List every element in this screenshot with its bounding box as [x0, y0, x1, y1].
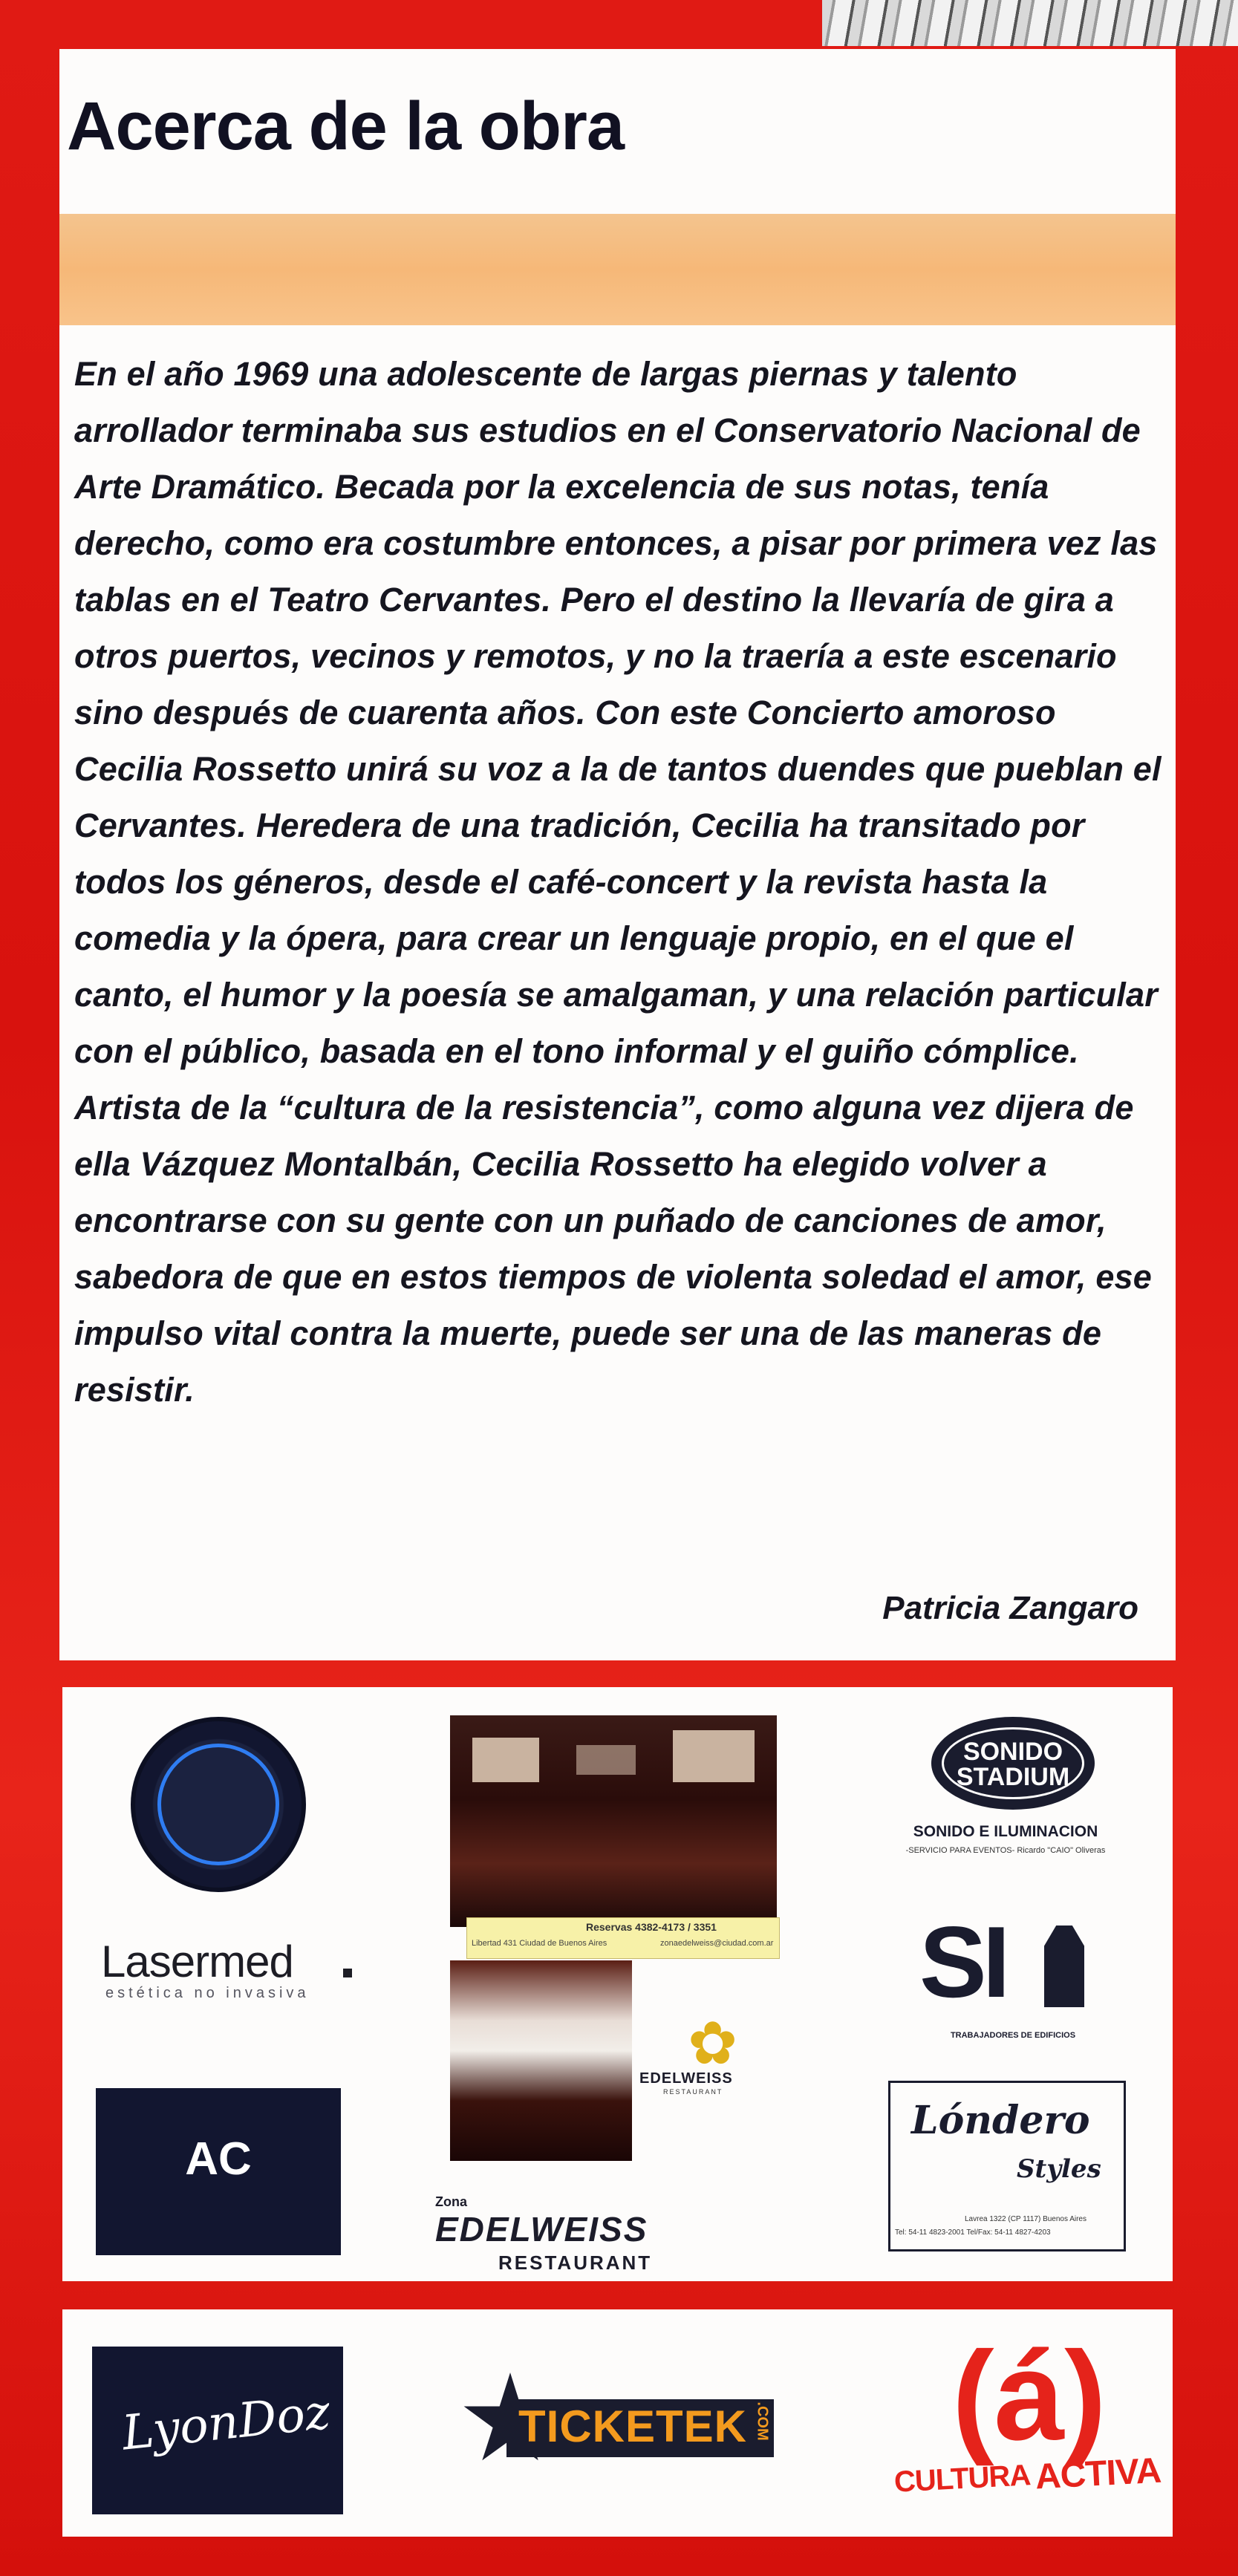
edelweiss-restaurant: RESTAURANT: [498, 2251, 653, 2274]
sonido-line1: SONIDO E ILUMINACION: [913, 1823, 1098, 1840]
edelweiss-zona: Zona: [435, 2194, 467, 2209]
orange-band: [59, 214, 1176, 325]
edelweiss-address: Libertad 431 Ciudad de Buenos Aires: [472, 1939, 607, 1948]
restaurant-photo-top: [450, 1715, 777, 1927]
edelweiss-flower-icon: ✿: [688, 2010, 738, 2076]
cultura-mark: (á): [952, 2326, 1107, 2467]
sonido-logo-text: SONIDO STADIUM: [956, 1738, 1070, 1791]
lyondoz-logo: [92, 2347, 343, 2514]
lyondoz-text: LyonDoz: [119, 2384, 333, 2462]
ticketek-logo: [462, 2373, 781, 2476]
activa-word: ACTIVA: [1034, 2451, 1162, 2497]
article-author: Patricia Zangaro: [882, 1590, 1138, 1626]
restaurant-photo-bottom: [450, 1960, 632, 2161]
article-title: Acerca de la obra: [67, 88, 625, 164]
neon-ring-icon: [157, 1744, 279, 1865]
lasermed-name: Lasermed: [101, 1937, 293, 1986]
ticketek-com: .COM: [754, 2401, 771, 2441]
sponsors-panel-bottom: [62, 2309, 1173, 2537]
londero-styles-logo: [888, 2081, 1126, 2251]
lasermed-tagline: estética no invasiva: [105, 1985, 310, 2001]
londero-address: Lavrea 1322 (CP 1117) Buenos Aires: [965, 2215, 1086, 2223]
edelweiss-email: zonaedelweiss@ciudad.com.ar: [660, 1939, 774, 1948]
cultura-activa-logo: [893, 2326, 1162, 2517]
si-tagline: TRABAJADORES DE EDIFICIOS: [950, 2031, 1076, 2040]
ticketek-text: TICKETEK: [518, 2401, 747, 2451]
article-body: En el año 1969 una adolescente de largas piernas y talento arrollador terminaba sus estudios en el Conservatorio Nacional de Arte Dramático. Becada por la excelencia de sus notas, tenía derecho, como era costumbre entonces, a pisar por primera vez las tablas en el Teatro Cervantes. Pero el destino la llevaría de gira a otros puertos, vecinos y remotos, y no la traería a este escenario sino después de cuarenta años. Con este Concierto amoroso Cecilia Rossetto unirá su voz a la de tantos duendes que pueblan el Cervantes. Heredera de una tradición, Cecilia ha transitado por todos los géneros, desde el café-concert y la revista hasta la comedia y la ópera, para crear un lenguaje propio, en el que el canto, el humor y la poesía se amalgaman, y una relación particular con el público, basada en el tono informal y el guiño cómplice. Artista de la “cultura de la resistencia”, como alguna vez dijera de ella Vázquez Montalbán, Cecilia Rossetto ha elegido volver a encontrarse con su gente con un puñado de canciones de amor, sabedora de que en estos tiempos de violenta soledad el amor, ese impulso vital contra la muerte, puede ser una de las maneras de resistir.: [74, 355, 1162, 1409]
edelweiss-name: EDELWEISS: [435, 2210, 648, 2249]
square-dot-icon: [343, 1969, 352, 1977]
cultura-word: CULTURA: [893, 2459, 1032, 2499]
sonido-line2: -SERVICIO PARA EVENTOS- Ricardo "CAIO" Oliveras: [905, 1846, 1106, 1855]
londero-styles: Styles: [1017, 2154, 1101, 2184]
edelweiss-small-restaurant: RESTAURANT: [663, 2088, 723, 2096]
edelweiss-phone: Reservas 4382-4173 / 3351: [586, 1921, 717, 1933]
article-panel: [59, 49, 1176, 1660]
building-icon: [1044, 1926, 1084, 2007]
edelweiss-small-name: EDELWEISS: [639, 2070, 733, 2087]
londero-name: Lóndero: [911, 2098, 1090, 2143]
sonido-stadium-logo: [872, 1717, 1139, 1865]
si-letters: SI: [919, 1905, 1006, 2018]
edelweiss-info-strip: [466, 1917, 780, 1959]
edelweiss-ad: [435, 1715, 777, 2276]
si-logo: [916, 1906, 1110, 2055]
corner-photo: [822, 0, 1238, 46]
lasermed-logo: [101, 1936, 354, 2003]
circular-logo: [131, 1717, 306, 1892]
ac-logo-text: AC: [185, 2133, 252, 2185]
sponsors-panel: [62, 1687, 1173, 2281]
ac-logo: [96, 2088, 341, 2255]
londero-phones: Tel: 54-11 4823-2001 Tel/Fax: 54-11 4827-4203: [895, 2228, 1051, 2237]
